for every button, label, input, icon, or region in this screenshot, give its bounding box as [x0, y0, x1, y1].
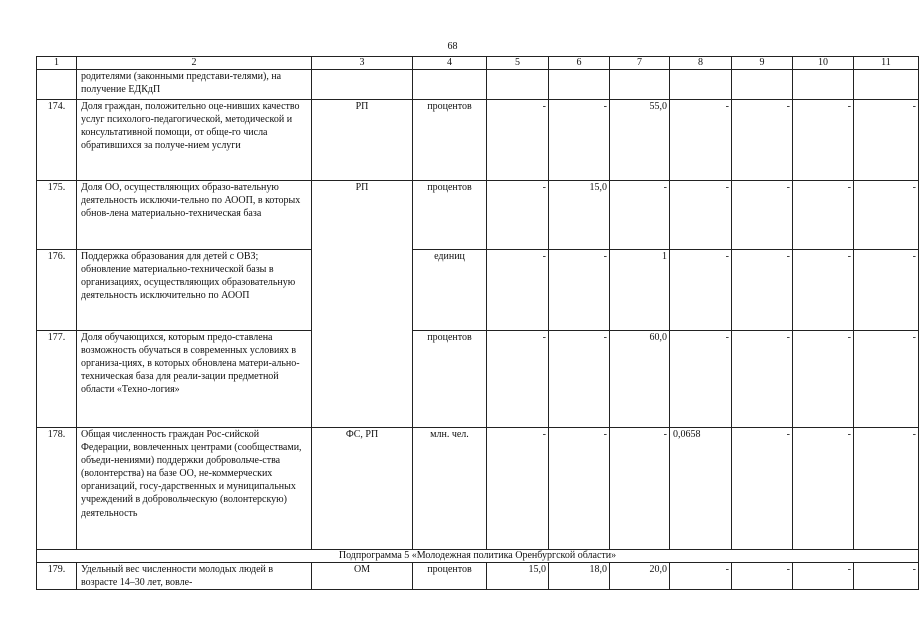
- row-number: 178.: [37, 428, 77, 550]
- value-cell: -: [732, 428, 793, 550]
- value-cell: -: [549, 331, 610, 428]
- value-cell: -: [670, 181, 732, 250]
- indicator-description: Доля ОО, осуществляющих образо-вательную деятельность исключи-тельно по АООП, в которых обнов-лена материально-техническая база: [77, 181, 312, 250]
- value-cell: 18,0: [549, 563, 610, 590]
- unit-cell: процентов: [413, 563, 487, 590]
- indicator-description: Доля обучающихся, которым предо-ставлена возможность обучаться в современных условиях в организа-циях, в которых обновлена матери-ально-техническая база для реали-зации предметной области «Техно-логия»: [77, 331, 312, 428]
- indicator-description: Поддержка образования для детей с ОВЗ; обновление материально-технической базы в организациях, осуществляющих образовательную деятельность исключительно по АООП: [77, 250, 312, 331]
- value-cell: -: [670, 331, 732, 428]
- value-cell: -: [854, 100, 919, 181]
- col-header: 10: [793, 57, 854, 70]
- value-cell: -: [793, 100, 854, 181]
- col-header: 11: [854, 57, 919, 70]
- value-cell: -: [549, 428, 610, 550]
- value-cell: -: [793, 428, 854, 550]
- value-cell: 1: [610, 250, 670, 331]
- value-cell: -: [732, 250, 793, 331]
- col-header: 8: [670, 57, 732, 70]
- source-cell: ФС, РП: [312, 428, 413, 550]
- value-cell: -: [487, 100, 549, 181]
- col-header: 9: [732, 57, 793, 70]
- value-cell: -: [487, 250, 549, 331]
- col-header: 2: [77, 57, 312, 70]
- row-number: 176.: [37, 250, 77, 331]
- col-header: 3: [312, 57, 413, 70]
- indicators-table: [36, 56, 919, 590]
- col-header: 6: [549, 57, 610, 70]
- row-number: 179.: [37, 563, 77, 590]
- row-number: 175.: [37, 181, 77, 250]
- table-row-continued: [37, 70, 919, 100]
- table-row: [37, 100, 919, 181]
- unit-cell: млн. чел.: [413, 428, 487, 550]
- value-cell: -: [854, 250, 919, 331]
- table-row: [37, 181, 919, 250]
- value-cell: -: [732, 100, 793, 181]
- value-cell: -: [670, 563, 732, 590]
- value-cell: 55,0: [610, 100, 670, 181]
- source-cell: [312, 331, 413, 428]
- col-header: 1: [37, 57, 77, 70]
- value-cell: -: [487, 331, 549, 428]
- indicator-description: Удельный вес численности молодых людей в возрасте 14–30 лет, вовле-: [77, 563, 312, 590]
- value-cell: -: [854, 331, 919, 428]
- source-cell: РП: [312, 181, 413, 250]
- value-cell: 15,0: [549, 181, 610, 250]
- table-row: [37, 250, 919, 331]
- value-cell: -: [610, 428, 670, 550]
- table-row: [37, 428, 919, 550]
- value-cell: -: [610, 181, 670, 250]
- source-cell: РП: [312, 100, 413, 181]
- value-cell: 0,0658: [670, 428, 732, 550]
- value-cell: -: [732, 331, 793, 428]
- value-cell: -: [793, 331, 854, 428]
- unit-cell: процентов: [413, 331, 487, 428]
- indicator-description: Общая численность граждан Рос-сийской Федерации, вовлеченных центрами (сообществами, объеди-нениями) поддержки добровольче-ства (волонтерства) на базе ОО, не-коммерческих организаций, госу-дарственных и муниципальных учреждений в добровольческую (волонтерскую) деятельность: [77, 428, 312, 550]
- value-cell: -: [793, 250, 854, 331]
- value-cell: -: [549, 250, 610, 331]
- unit-cell: процентов: [413, 181, 487, 250]
- value-cell: -: [854, 563, 919, 590]
- subprogram-title: Подпрограмма 5 «Молодежная политика Оренбургской области»: [37, 550, 919, 563]
- value-cell: -: [549, 100, 610, 181]
- unit-cell: процентов: [413, 100, 487, 181]
- row-number: 174.: [37, 100, 77, 181]
- value-cell: -: [487, 181, 549, 250]
- indicator-description: Доля граждан, положительно оце-нивших качество услуг психолого-педагогической, методической и консультативной помощи, от обще-го числа обратившихся за получе-нием услуги: [77, 100, 312, 181]
- table-row: [37, 331, 919, 428]
- value-cell: 60,0: [610, 331, 670, 428]
- value-cell: -: [670, 250, 732, 331]
- col-header: 7: [610, 57, 670, 70]
- value-cell: -: [670, 100, 732, 181]
- value-cell: -: [793, 181, 854, 250]
- indicator-description: родителями (законными представи-телями), на получение ЕДКдП: [77, 70, 312, 100]
- page-number: 68: [447, 41, 458, 52]
- value-cell: -: [487, 428, 549, 550]
- value-cell: -: [732, 563, 793, 590]
- column-number-row: [37, 57, 919, 70]
- source-cell: ОМ: [312, 563, 413, 590]
- unit-cell: единиц: [413, 250, 487, 331]
- value-cell: -: [732, 181, 793, 250]
- table-row: [37, 563, 919, 590]
- value-cell: -: [854, 428, 919, 550]
- source-cell: [312, 250, 413, 331]
- value-cell: 15,0: [487, 563, 549, 590]
- value-cell: -: [793, 563, 854, 590]
- row-number: 177.: [37, 331, 77, 428]
- value-cell: 20,0: [610, 563, 670, 590]
- col-header: 5: [487, 57, 549, 70]
- col-header: 4: [413, 57, 487, 70]
- value-cell: -: [854, 181, 919, 250]
- subprogram-row: [37, 550, 919, 563]
